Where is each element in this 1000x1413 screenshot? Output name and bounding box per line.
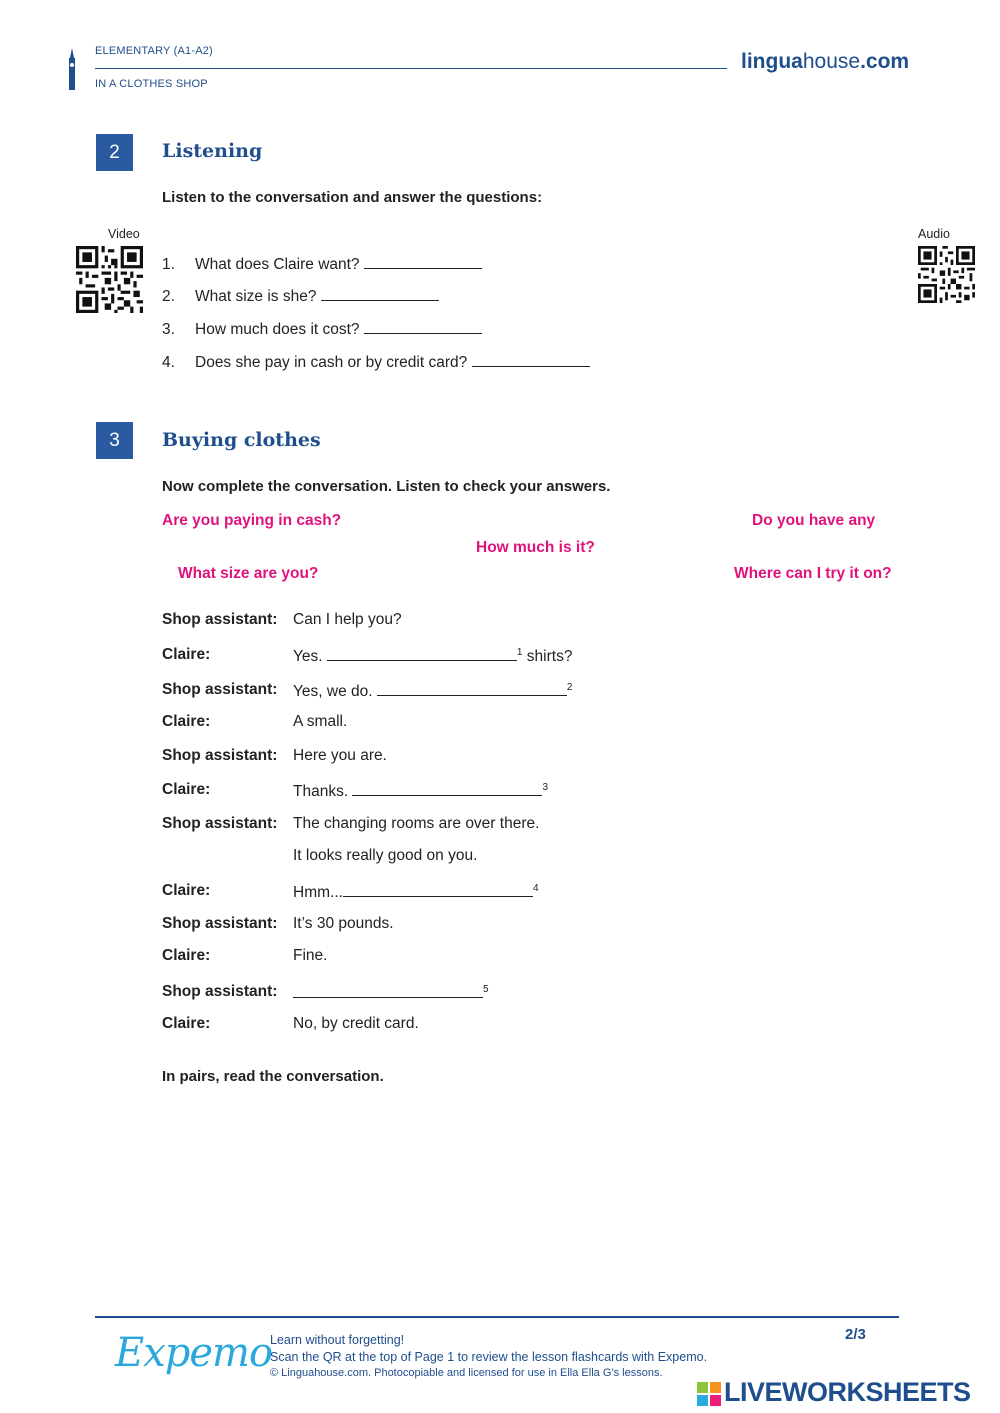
footer-copyright: © Linguahouse.com. Photocopiable and licensed for use in Ella Ella G’s lessons. <box>270 1367 663 1379</box>
answer-blank-q3[interactable] <box>364 319 482 334</box>
dialogue-line: Thanks. $^3$ <box>293 781 549 800</box>
question-3: 3. How much does it cost? <box>162 319 482 339</box>
speaker-label: Claire: <box>162 882 211 899</box>
section-3-title: Buying clothes <box>162 429 321 451</box>
liveworksheets-watermark: LIVEWORKSHEETS <box>724 1377 971 1407</box>
speaker-label: Claire: <box>162 1015 211 1032</box>
speaker-label: Shop assistant: <box>162 611 278 628</box>
section-2-number: 2 <box>96 134 133 171</box>
section-3-instruction: Now complete the conversation. Listen to check your answers. <box>162 478 611 495</box>
level-label: ELEMENTARY (A1-A2) <box>95 45 213 57</box>
section-2-title: Listening <box>162 140 263 162</box>
closing-instruction: In pairs, read the conversation. <box>162 1068 384 1085</box>
gap-blank-4[interactable] <box>343 882 533 897</box>
phrase-option: Are you paying in cash? <box>162 512 342 529</box>
dialogue-line: Hmm... $^4$ <box>293 882 539 901</box>
video-qr-code[interactable] <box>76 246 143 313</box>
phrase-option: Where can I try it on? <box>734 565 892 582</box>
dialogue-line: Yes, we do. $^2$ <box>293 681 573 700</box>
lesson-label: IN A CLOTHES SHOP <box>95 78 208 90</box>
liveworksheets-icon <box>697 1382 721 1406</box>
footer-scan-text: Scan the QR at the top of Page 1 to review the lesson flashcards with Expemo. <box>270 1350 708 1364</box>
section-3-number: 3 <box>96 422 133 459</box>
speaker-label: Claire: <box>162 646 211 663</box>
dialogue-line: Fine. <box>293 947 328 964</box>
dialogue-line: Yes. $^1$ shirts? <box>293 646 573 665</box>
gap-blank-5[interactable] <box>293 983 483 998</box>
video-label: Video <box>108 227 140 241</box>
answer-blank-q1[interactable] <box>364 254 482 269</box>
dialogue-line: It’s 30 pounds. <box>293 915 394 932</box>
audio-label: Audio <box>918 227 950 241</box>
answer-blank-q4[interactable] <box>472 352 590 367</box>
footer-tagline: Learn without forgetting! <box>270 1333 405 1347</box>
dialogue-line: Here you are. <box>293 747 387 764</box>
question-1: 1. What does Claire want? <box>162 254 482 274</box>
gap-blank-1[interactable] <box>327 646 517 661</box>
page-number: 2/3 <box>845 1326 866 1343</box>
phrase-option: How much is it? <box>476 539 595 556</box>
gap-blank-2[interactable] <box>377 681 567 696</box>
speaker-label: Shop assistant: <box>162 681 278 698</box>
speaker-label: Shop assistant: <box>162 983 278 1000</box>
dialogue-line: No, by credit card. <box>293 1015 419 1032</box>
phrase-option: Do you have any <box>752 512 876 529</box>
speaker-label: Shop assistant: <box>162 815 278 832</box>
header-divider <box>95 68 727 69</box>
brand-logo: linguahouse.com <box>741 50 910 73</box>
footer-divider <box>95 1316 899 1318</box>
dialogue-line: It looks really good on you. <box>293 847 478 864</box>
question-2: 2. What size is she? <box>162 286 439 306</box>
big-ben-icon <box>66 48 78 90</box>
answer-blank-q2[interactable] <box>321 286 439 301</box>
dialogue-line: 5 <box>293 983 489 1003</box>
dialogue-line: Can I help you? <box>293 611 402 628</box>
question-4: 4. Does she pay in cash or by credit card? <box>162 352 590 372</box>
gap-blank-3[interactable] <box>352 781 542 796</box>
expemo-logo: Expemo <box>115 1330 273 1376</box>
audio-qr-code[interactable] <box>918 246 975 303</box>
speaker-label: Claire: <box>162 713 211 730</box>
speaker-label: Shop assistant: <box>162 915 278 932</box>
phrase-option: What size are you? <box>178 565 319 582</box>
speaker-label: Claire: <box>162 947 211 964</box>
dialogue-line: A small. <box>293 713 348 730</box>
section-2-instruction: Listen to the conversation and answer the questions: <box>162 189 543 206</box>
speaker-label: Claire: <box>162 781 211 798</box>
speaker-label: Shop assistant: <box>162 747 278 764</box>
dialogue-line: The changing rooms are over there. <box>293 815 540 832</box>
